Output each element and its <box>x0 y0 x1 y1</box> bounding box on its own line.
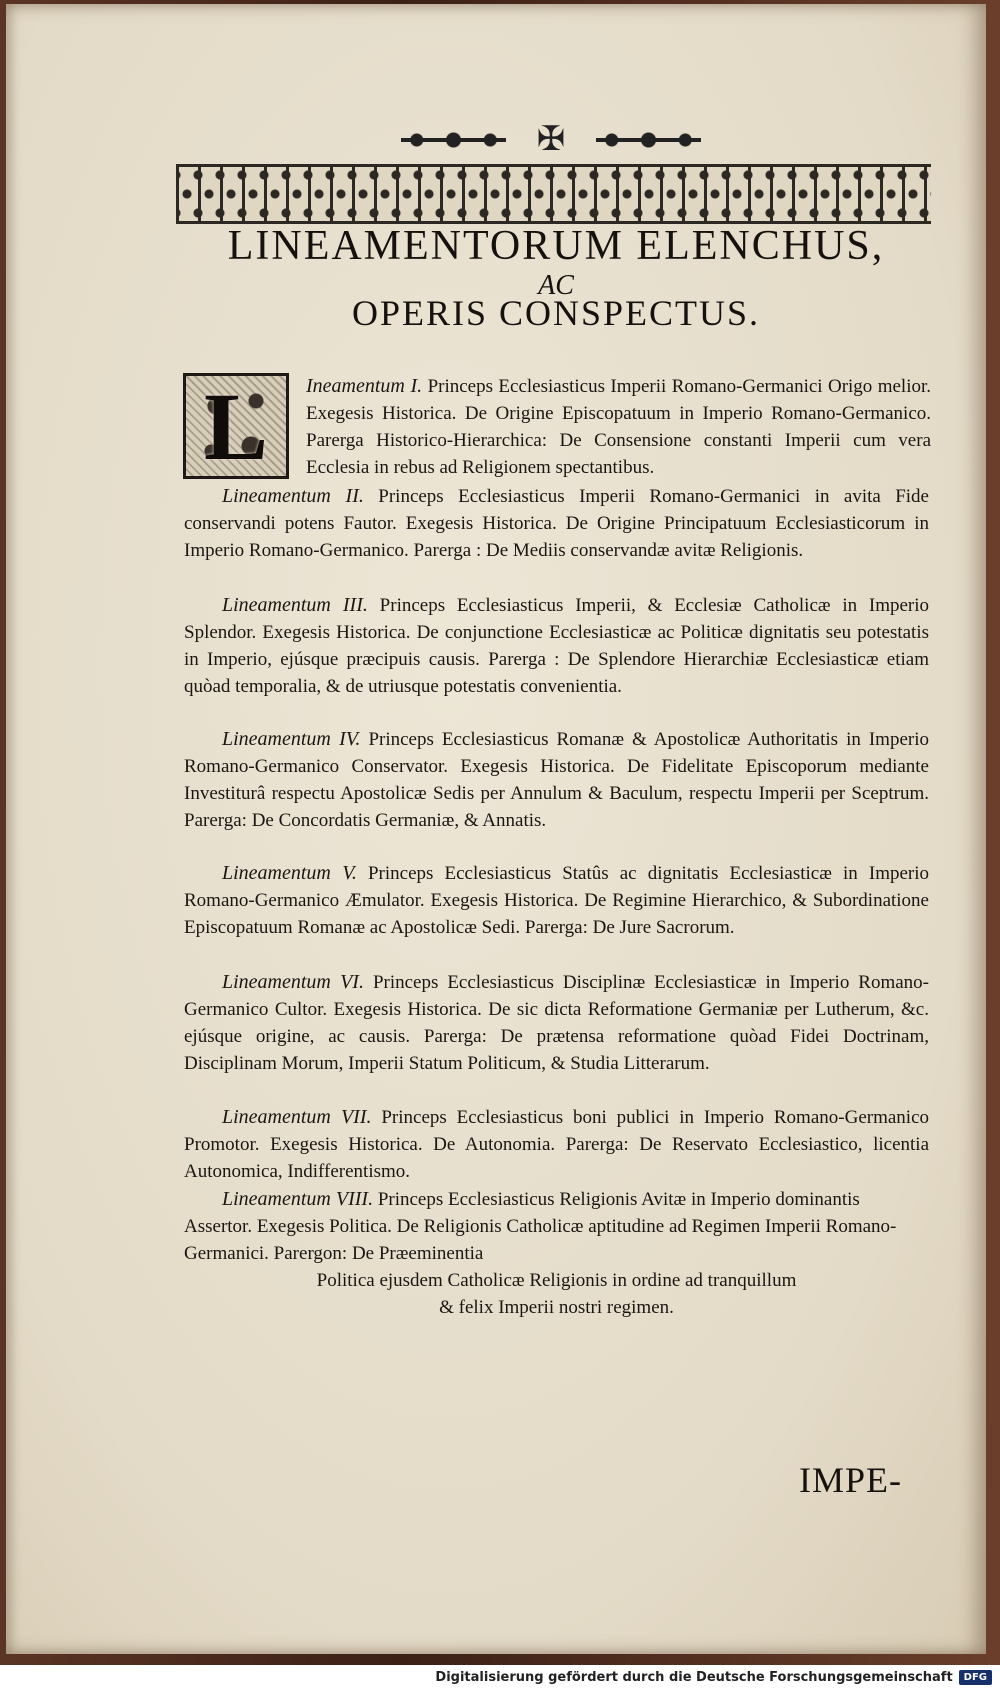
entry-heading: Lineamentum VI. <box>222 971 364 993</box>
document-page <box>6 4 986 1654</box>
top-ornament <box>401 122 701 158</box>
entry-lineamentum-4 <box>184 726 929 834</box>
entry-text: Princeps Ecclesiasticus Romanæ & Apostolicæ Authoritatis in Imperio Romano-Germanico Conservator. Exegesis Historica. De Fidelitate Episcoporum mediante Investiturâ respectu Apostolicæ Sedis per Annulum & Baculum, respectu Imperii per Sceptrum. Parerga: De Concordatis Germaniæ, & Annatis. <box>184 729 929 831</box>
catchword: IMPE- <box>799 1460 902 1500</box>
entry-text: Princeps Ecclesiasticus Imperii Romano-Germanici Origo melior. Exegesis Historica. De Origine Episcopatuum in Imperio Romano-Germanico. Parerga Historico-Hierarchica: De Consensione constanti Imperii cum vera Ecclesia in rebus ad Religionem spectantibus. <box>306 376 932 478</box>
entry-text: Princeps Ecclesiasticus Disciplinæ Ecclesiasticæ in Imperio Romano-Germanico Cultor. Exegesis Historica. De sic dicta Reformatione Germaniæ per Lutherum, &c. ejúsque origine, ac causis. Parerga: De prætensa reformatione quòad Fidei Doctrinam, Disciplinam Morum, Imperii Statum Politicum, & Studia Litterarum. <box>184 972 930 1074</box>
entry-lineamentum-7 <box>184 1104 929 1185</box>
entry-text-tail-1: Politica ejusdem Catholicæ Religionis in ordine ad tranquillum <box>316 1270 797 1291</box>
decorated-initial <box>183 373 289 479</box>
entry-heading: Lineamentum IV. <box>222 728 361 750</box>
footer-credit: Digitalisierung gefördert durch die Deutsche Forschungsgemeinschaft <box>435 1669 953 1685</box>
cross-icon: ✠ <box>536 121 566 158</box>
initial-letter: L <box>203 372 269 480</box>
entry-text: Princeps Ecclesiasticus Imperii, & Ecclesiæ Catholicæ in Imperio Splendor. Exegesis Historica. De conjunctione Ecclesiasticæ ac Politicæ dignitatis seu potestatis in Imperio, ejúsque præcipuis causis. Parerga : De Splendore Hierarchiæ Ecclesiasticæ etiam quòad temporalia, & de utriusque potestatis convenientia. <box>184 595 930 697</box>
footer-bar <box>0 1665 1000 1689</box>
entry-lineamentum-6 <box>184 969 929 1077</box>
entry-text: Princeps Ecclesiasticus Statûs ac dignitatis Ecclesiasticæ in Imperio Romano-Germanico Æmulator. Exegesis Historica. De Regimine Hierarchico, & Subordinatione Episcopatuum Romanæ ac Apostolicæ Sedi. Parerga: De Jure Sacrorum. <box>184 863 930 938</box>
ornament-left-icon <box>401 126 506 154</box>
entry-text: Princeps Ecclesiasticus Religionis Avitæ in Imperio dominantis Assertor. Exegesis Politica. De Religionis Catholicæ aptitudine ad Regimen Imperii Romano-Germanici. Parergon: De Præeminentia <box>184 1189 897 1264</box>
entry-text: Princeps Ecclesiasticus Imperii Romano-Germanici in avita Fide conservandi potens Fautor. Exegesis Historica. De Origine Principatuum Ecclesiasticorum in Imperio Romano-Germanico. Parerga : De Mediis conservandæ avitæ Religionis. <box>184 486 929 561</box>
entry-lineamentum-3 <box>184 592 929 700</box>
entry-lineamentum-2 <box>184 483 929 564</box>
title-conjunction: AC <box>538 270 574 301</box>
entry-heading: Lineamentum VII. <box>222 1106 372 1128</box>
page-subtitle: OPERIS CONSPECTUS. <box>351 293 761 333</box>
entry-text: Princeps Ecclesiasticus boni publici in Imperio Romano-Germanico Promotor. Exegesis Historica. De Autonomia. Parerga: De Reservato Ecclesiastico, licentia Autonomica, Indifferentismo. <box>184 1107 930 1182</box>
entry-heading: Lineamentum VIII. <box>222 1188 374 1210</box>
dfg-logo: DFG <box>959 1670 992 1685</box>
page-title: LINEAMENTORUM ELENCHUS, <box>227 223 885 269</box>
decorative-band <box>176 164 931 224</box>
entry-heading: Lineamentum III. <box>222 594 368 616</box>
entry-text-tail-2: & felix Imperii nostri regimen. <box>439 1297 674 1318</box>
entry-heading: Lineamentum II. <box>222 485 364 507</box>
entry-heading: Lineamentum V. <box>222 862 357 884</box>
entry-lineamentum-5 <box>184 860 929 941</box>
ornament-right-icon <box>596 126 701 154</box>
entry-lineamentum-1 <box>306 373 931 481</box>
entry-lineamentum-8 <box>184 1186 929 1321</box>
entry-heading: Ineamentum I. <box>306 375 423 397</box>
